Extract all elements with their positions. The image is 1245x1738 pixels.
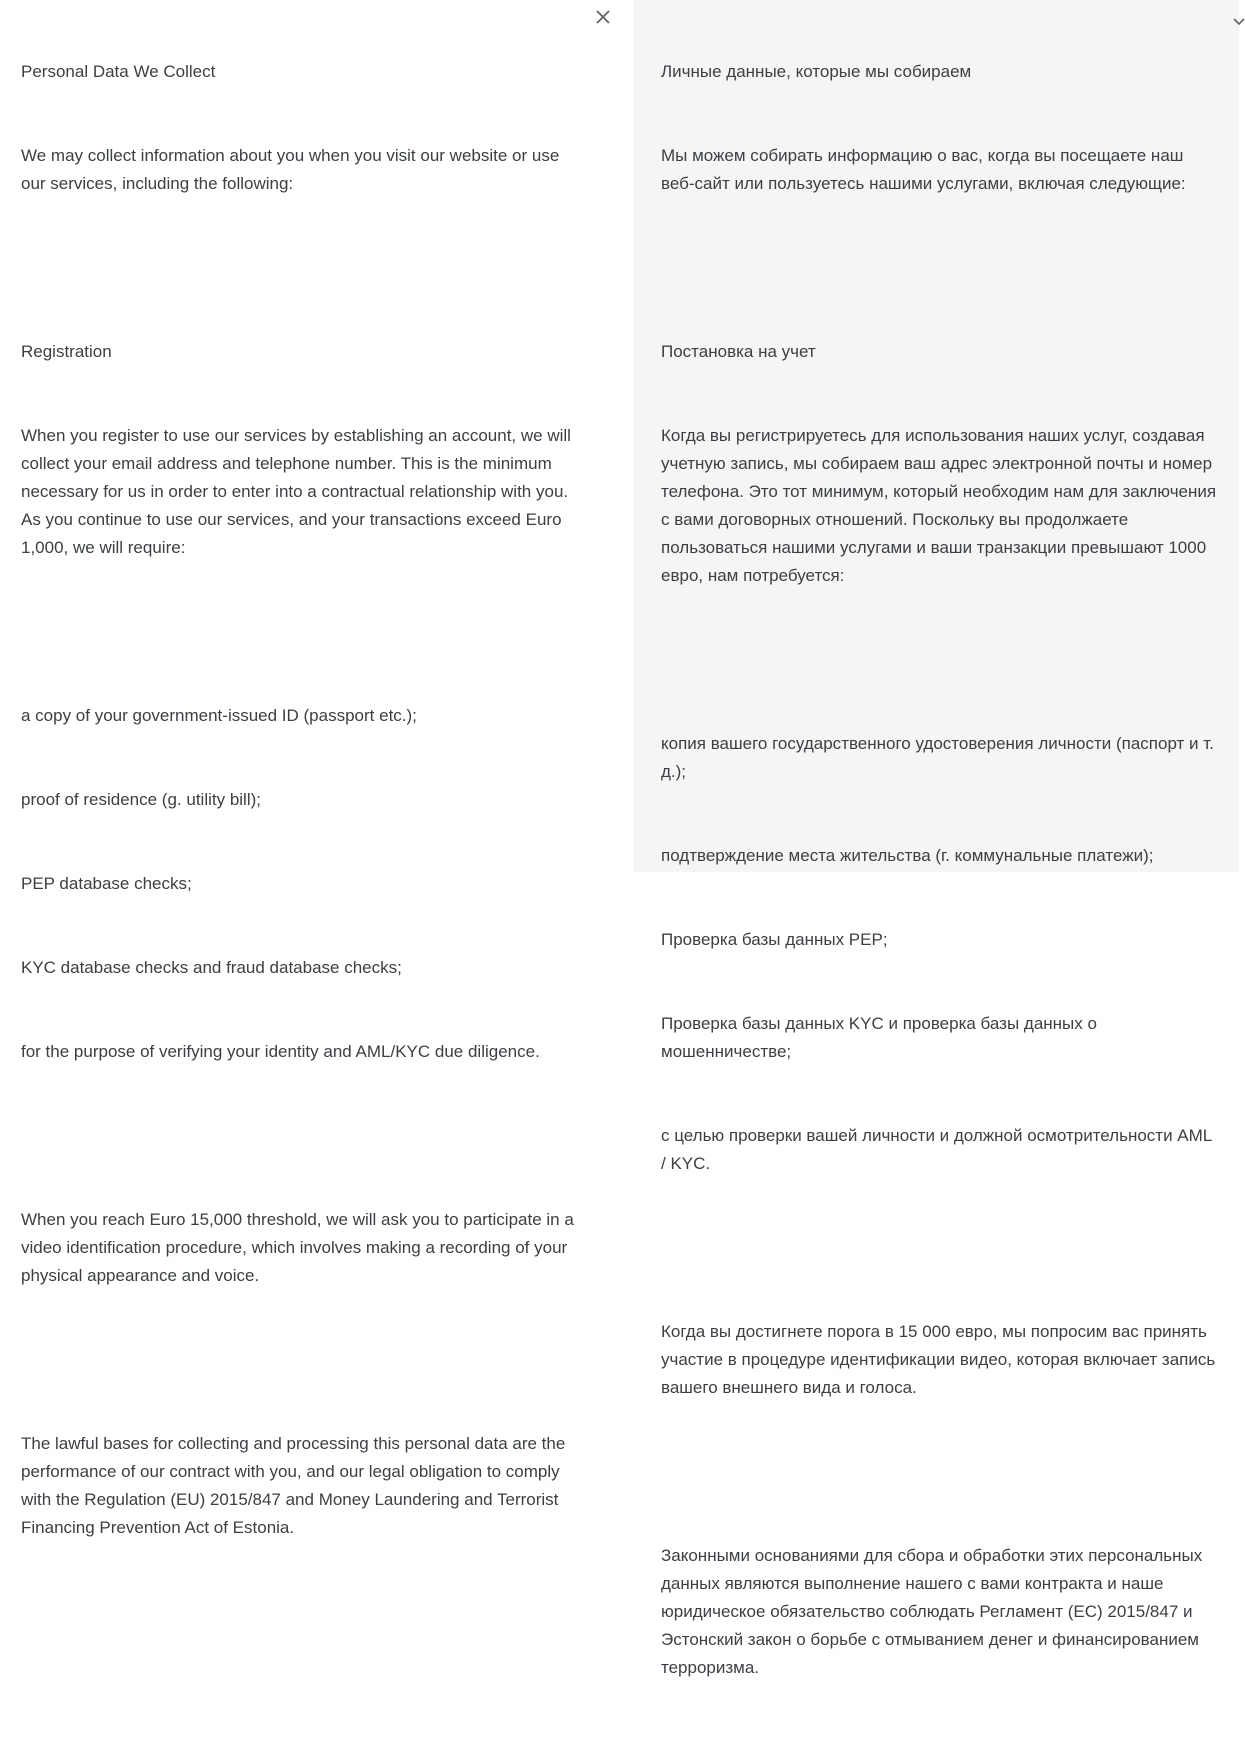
translation-line: Проверка базы данных KYC и проверка базы данных о мошенничестве; bbox=[661, 1014, 1102, 1061]
translation-line: с целью проверки вашей личности и должной осмотрительности AML / KYC. bbox=[661, 1126, 1217, 1173]
translation-line: подтверждение места жительства (г. коммунальные платежи); bbox=[661, 846, 1154, 865]
translation-line: Проверка базы данных PEP; bbox=[661, 930, 888, 949]
source-heading: Registration bbox=[21, 342, 112, 361]
source-line: The lawful bases for collecting and processing this personal data are the performance of our contract with you, and our legal obligation to comply with the Regulation (EU) 2015/847 and Money Laundering and Terrorist Financing Prevention Act of Estonia. bbox=[21, 1434, 571, 1537]
source-line: KYC database checks and fraud database checks; bbox=[21, 958, 402, 977]
translation-line: Когда вы регистрируетесь для использования наших услуг, создавая учетную запись, мы собираем ваш адрес электронной почты и номер телефона. Это тот минимум, который необходим нам для заключения с вами договорных отношений. Поскольку вы продолжаете пользоваться нашими услугами и ваши транзакции превышают 1000 евро, нам потребуется: bbox=[661, 426, 1221, 585]
close-icon bbox=[595, 9, 611, 25]
translation-text bbox=[661, 2, 1221, 1738]
translation-line: копия вашего государственного удостоверения личности (паспорт и т. д.); bbox=[661, 734, 1219, 781]
source-line: a copy of your government-issued ID (passport etc.); bbox=[21, 706, 417, 725]
translation-line: Когда вы достигнете порога в 15 000 евро, мы попросим вас принять участие в процедуре идентификации видео, которая включает запись вашего внешнего вида и голоса. bbox=[661, 1322, 1220, 1397]
source-text[interactable] bbox=[21, 2, 581, 1598]
source-title: Personal Data We Collect bbox=[21, 62, 216, 81]
source-line bbox=[21, 254, 581, 282]
translation-line bbox=[661, 1458, 1217, 1486]
chevron-down-icon bbox=[1233, 17, 1245, 27]
translation-title: Личные данные, которые мы собираем bbox=[661, 62, 972, 81]
source-line bbox=[21, 1122, 581, 1150]
source-line: When you reach Euro 15,000 threshold, we will ask you to participate in a video identification procedure, which involves making a recording of your physical appearance and voice. bbox=[21, 1210, 579, 1285]
source-line: We may collect information about you when you visit our website or use our services, including the following: bbox=[21, 146, 565, 193]
clear-source-button[interactable] bbox=[590, 4, 616, 30]
translation-menu-button[interactable] bbox=[1233, 8, 1239, 18]
source-line: for the purpose of verifying your identity and AML/KYC due diligence. bbox=[21, 1042, 540, 1061]
translation-line bbox=[661, 254, 1217, 282]
source-line bbox=[21, 618, 581, 646]
source-line: When you register to use our services by establishing an account, we will collect your email address and telephone number. This is the minimum necessary for us in order to enter into a contractual relationship with you. As you continue to use our services, and your transactions exceed Euro 1,000, we will require: bbox=[21, 426, 576, 557]
source-line bbox=[21, 1346, 581, 1374]
translation-line: Мы можем собирать информацию о вас, когда вы посещаете наш веб-сайт или пользуетесь нашими услугами, включая следующие: bbox=[661, 146, 1189, 193]
translation-pane bbox=[634, 0, 1239, 1677]
translation-line bbox=[661, 1234, 1217, 1262]
translation-heading: Постановка на учет bbox=[661, 342, 816, 361]
source-text-pane[interactable] bbox=[0, 0, 634, 1537]
source-line: PEP database checks; bbox=[21, 874, 192, 893]
translation-line bbox=[661, 646, 1217, 674]
translation-line: Законными основаниями для сбора и обработки этих персональных данных являются выполнение нашего с вами контракта и наше юридическое обязательство соблюдать Регламент (EC) 2015/847 и Эстонский закон о борьбе с отмыванием денег и финансированием терроризма. bbox=[661, 1546, 1207, 1677]
source-line: proof of residence (g. utility bill); bbox=[21, 790, 261, 809]
